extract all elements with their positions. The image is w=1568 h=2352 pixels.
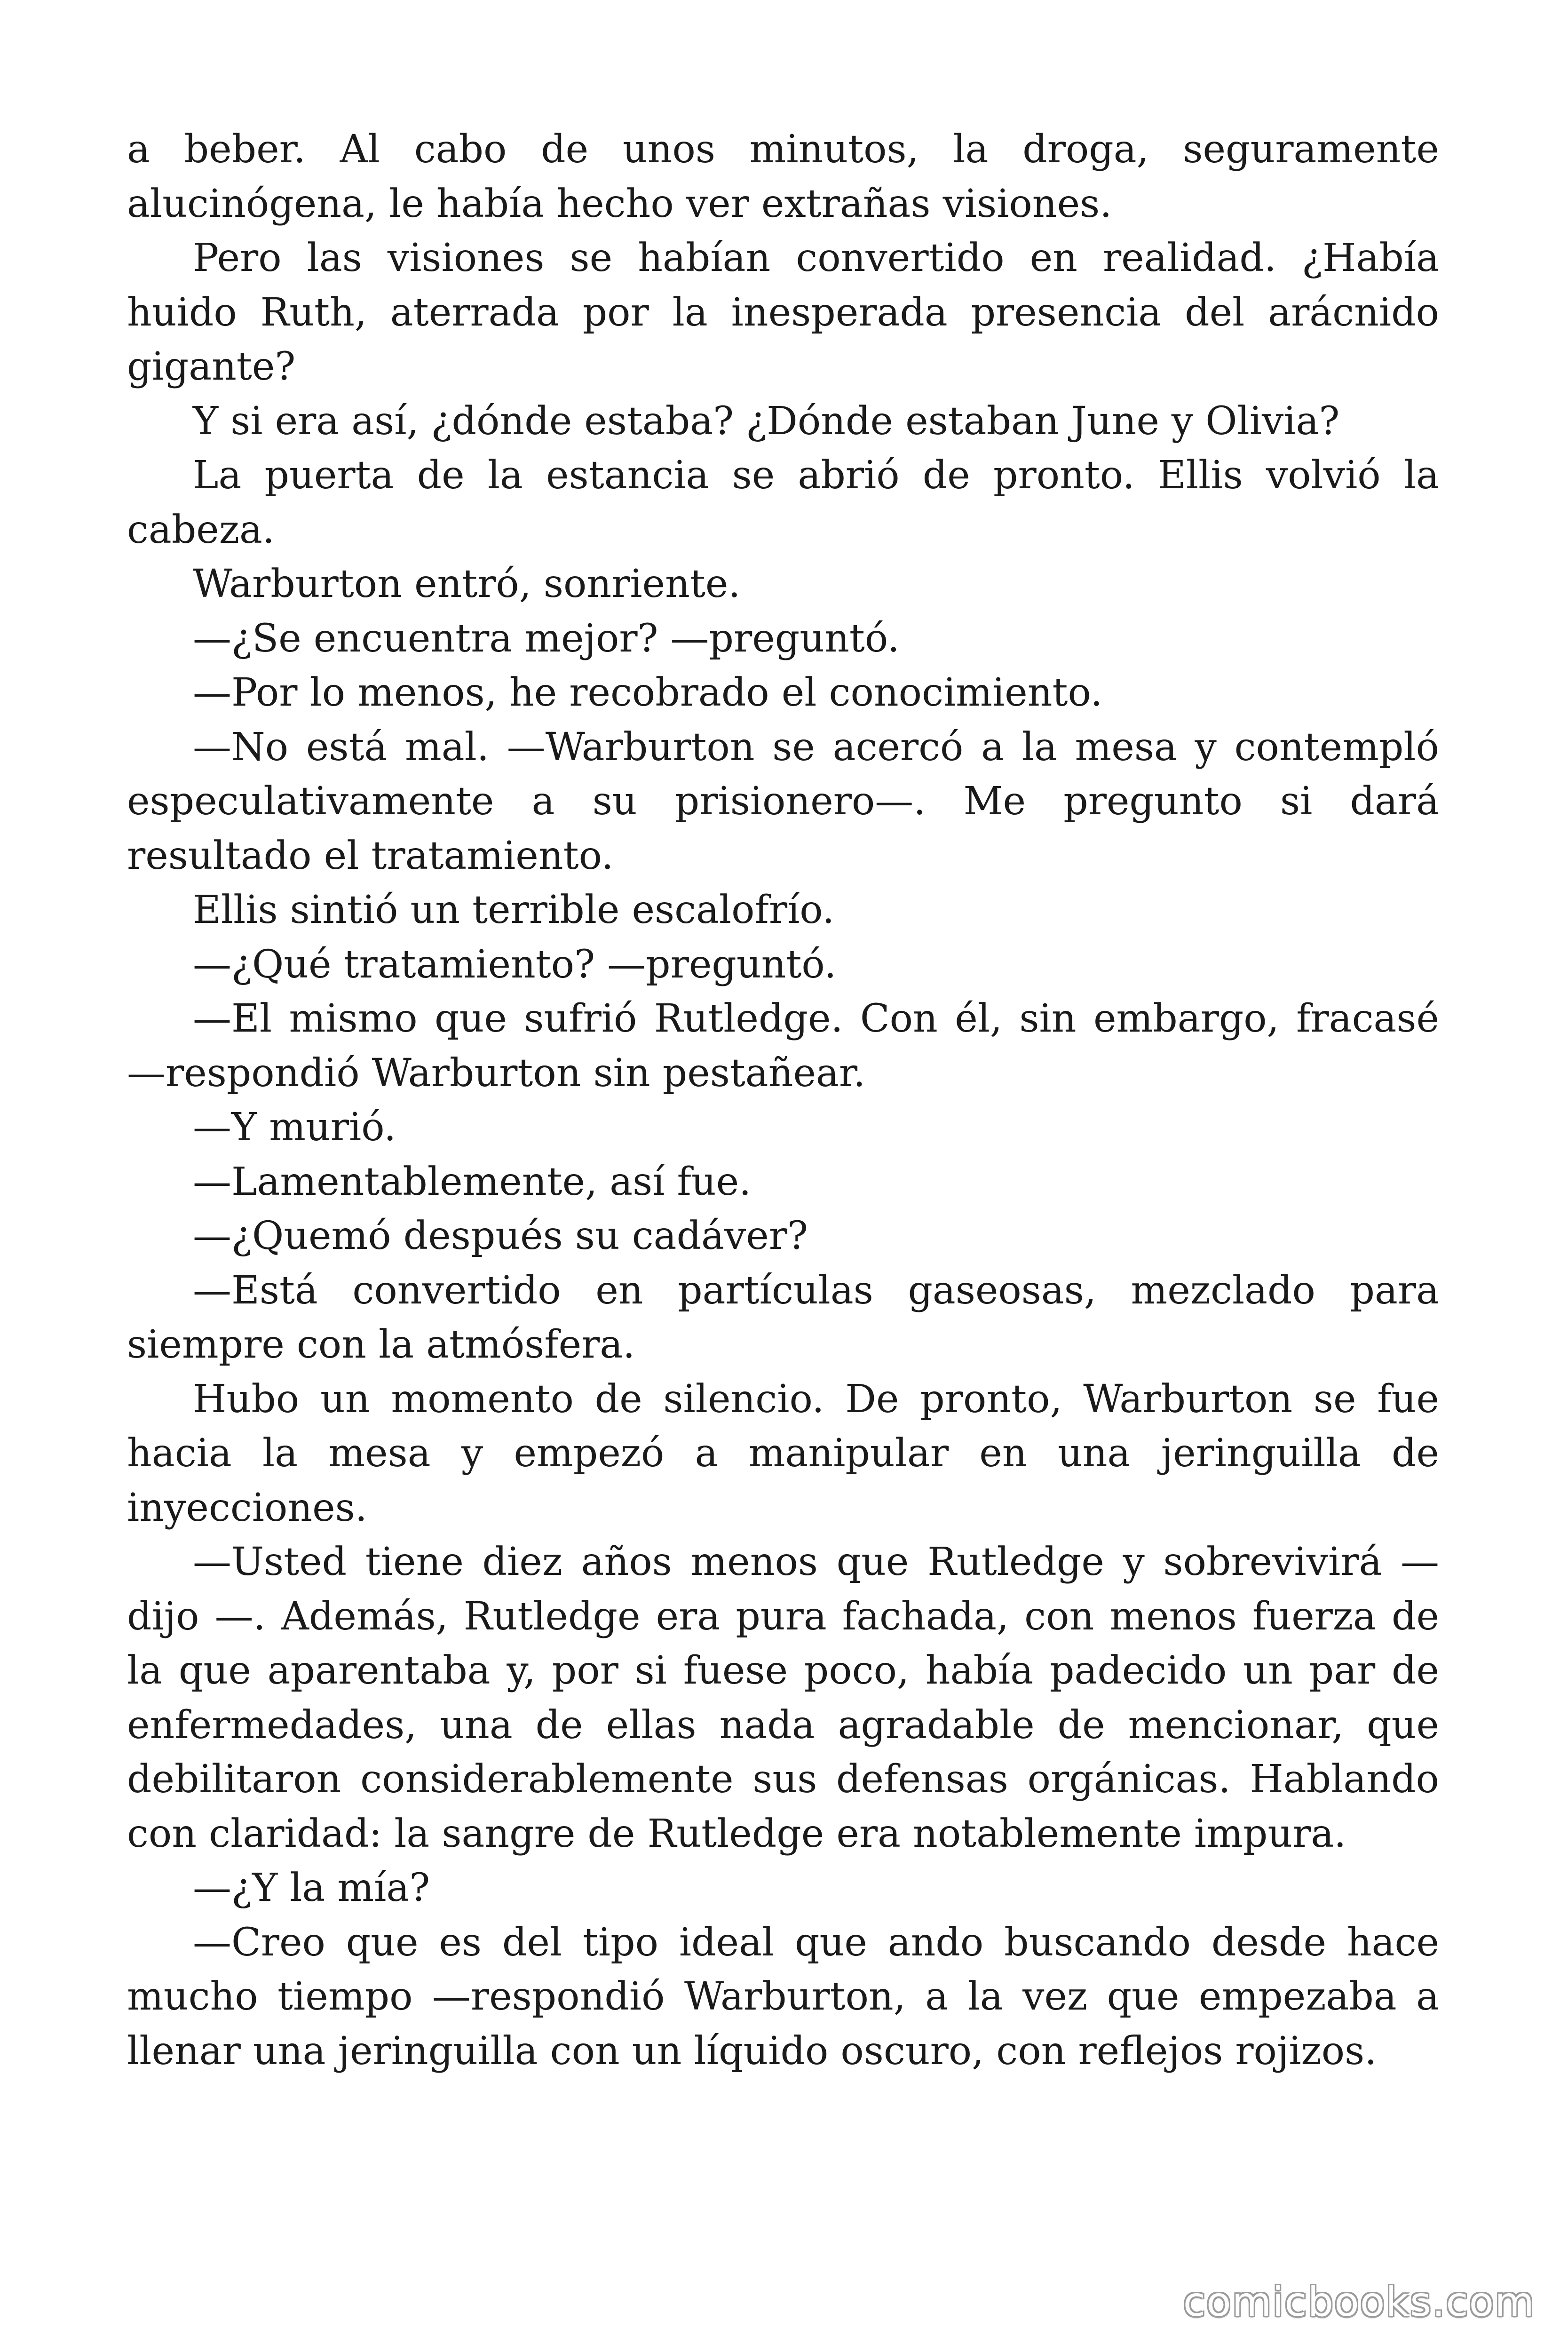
paragraph-13: —Lamentablemente, así fue.: [193, 1159, 752, 1204]
paragraph-7: —Por lo menos, he recobrado el conocimiento.: [193, 670, 1103, 715]
paragraph-10: —¿Qué tratamiento? —preguntó.: [193, 942, 837, 987]
paragraph-17: —Usted tiene diez años menos que Rutledge y sobrevivirá —dijo —. Además, Rutledge era pura fachada, con menos fuerza de la que aparentaba y, por si fuese poco, había padecido un par de enfermedades, una de ellas nada agradable de mencionar, que debilitaron considerablemente sus defensas orgánicas. Hablando con claridad: la sangre de Rutledge era notablemente impura.: [127, 1540, 1439, 1856]
paragraph-9: Ellis sintió un terrible escalofrío.: [193, 888, 835, 932]
paragraph-1: a beber. Al cabo de unos minutos, la droga, seguramente alucinógena, le había hecho ver extrañas visiones.: [127, 127, 1439, 226]
paragraph-16: Hubo un momento de silencio. De pronto, Warburton se fue hacia la mesa y empezó a manipular en una jeringuilla de inyecciones.: [127, 1376, 1439, 1530]
paragraph-6: —¿Se encuentra mejor? —preguntó.: [193, 616, 900, 661]
paragraph-5: Warburton entró, sonriente.: [193, 562, 741, 606]
paragraph-4: La puerta de la estancia se abrió de pronto. Ellis volvió la cabeza.: [127, 453, 1439, 552]
paragraph-19: —Creo que es del tipo ideal que ando buscando desde hace mucho tiempo —respondió Warburton, a la vez que empezaba a llenar una jeringuilla con un líquido oscuro, con reflejos rojizos.: [127, 1920, 1439, 2074]
paragraph-2: Pero las visiones se habían convertido en realidad. ¿Había huido Ruth, aterrada por la inesperada presencia del arácnido gigante?: [127, 236, 1439, 389]
paragraph-12: —Y murió.: [193, 1105, 396, 1150]
paragraph-3: Y si era así, ¿dónde estaba? ¿Dónde estaban June y Olivia?: [193, 398, 1340, 444]
page-body: [127, 122, 1439, 2078]
watermark: comicbooks.com: [1183, 2279, 1535, 2326]
paragraph-14: —¿Quemó después su cadáver?: [193, 1214, 808, 1258]
paragraph-11: —El mismo que sufrió Rutledge. Con él, sin embargo, fracasé —respondió Warburton sin pestañear.: [127, 996, 1439, 1096]
paragraph-18: —¿Y la mía?: [193, 1866, 430, 1910]
paragraph-8: —No está mal. —Warburton se acercó a la mesa y contempló especulativamente a su prisionero—. Me pregunto si dará resultado el tratamiento.: [127, 724, 1439, 878]
paragraph-15: —Está convertido en partículas gaseosas, mezclado para siempre con la atmósfera.: [127, 1268, 1439, 1367]
